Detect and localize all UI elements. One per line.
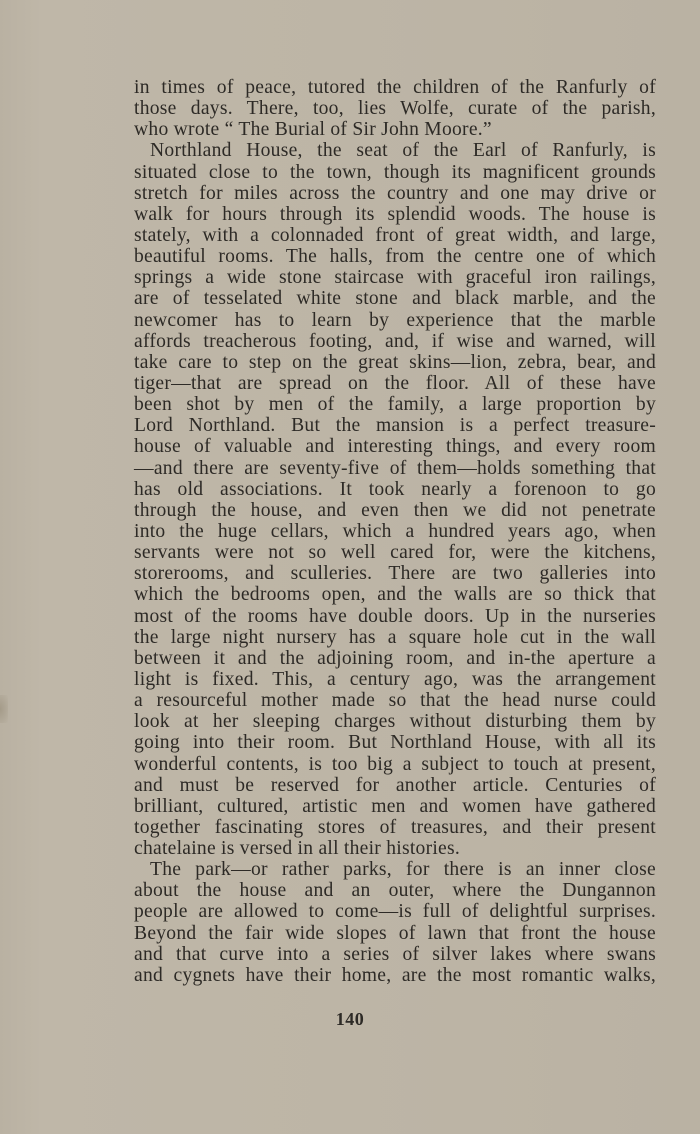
text-line: who wrote “ The Burial of Sir John Moore.” [134,119,492,141]
text-line: tiger—that are spread on the floor. All of these have [134,372,656,394]
text-line: newcomer has to learn by experience that the marble [134,309,656,331]
text-line: most of the rooms have double doors. Up in the nurseries [134,605,656,627]
text-line: the large night nursery has a square hole cut in the wall [134,626,656,648]
text-line: between it and the adjoining room, and in-the aperture a [134,647,656,669]
text-line: a resourceful mother made so that the head nurse could [134,690,656,712]
text-line: and must be reserved for another article. Centuries of [134,774,656,796]
page-number: 140 [335,1009,365,1029]
text-line: Beyond the fair wide slopes of lawn that front the house [134,922,656,944]
paragraph-2 [134,140,656,859]
text-line: light is fixed. This, a century ago, was the arrangement [134,668,656,690]
text-line: in times of peace, tutored the children of the Ranfurly of [134,77,656,98]
text-line: been shot by men of the family, a large proportion by [134,394,656,416]
text-line: affords treacherous footing, and, if wise and warned, will [134,330,656,352]
text-line: chatelaine is versed in all their histories. [134,838,461,860]
text-line: servants were not so well cared for, were the kitchens, [134,542,656,564]
text-line: wonderful contents, is too big a subject to touch at present, [134,753,656,775]
text-line: beautiful rooms. The halls, from the centre one of which [134,246,656,268]
text-line: going into their room. But Northland House, with all its [134,732,656,754]
text-line: those days. There, too, lies Wolfe, curate of the parish, [134,98,656,120]
paragraph-3 [134,859,656,986]
text-line: and that curve into a series of silver lakes where swans [134,943,656,965]
paragraph-1 [134,77,656,140]
text-line: people are allowed to come—is full of delightful surprises. [134,901,656,923]
text-line: —and there are seventy-five of them—holds something that [134,457,656,479]
text-line: and cygnets have their home, are the most romantic walks, [134,964,656,986]
text-line: The park—or rather parks, for there is an inner close [150,859,656,881]
text-line: has old associations. It took nearly a forenoon to go [134,478,656,500]
text-line: take care to step on the great skins—lion, zebra, bear, and [134,351,656,373]
text-line: are of tesselated white stone and black marble, and the [134,288,656,310]
text-line: storerooms, and sculleries. There are two galleries into [134,563,656,585]
text-line: situated close to the town, though its magnificent grounds [134,161,656,183]
text-line: stretch for miles across the country and one may drive or [134,182,656,204]
text-line: which the bedrooms open, and the walls are so thick that [134,584,656,606]
text-line: Northland House, the seat of the Earl of Ranfurly, is [150,140,656,162]
text-line: walk for hours through its splendid woods. The house is [134,203,656,225]
text-line: Lord Northland. But the mansion is a perfect treasure- [134,415,656,437]
text-line: stately, with a colonnaded front of great width, and large, [134,224,656,246]
body-text [134,77,656,986]
text-line: through the house, and even then we did not penetrate [134,499,656,521]
page-edge-mark [0,695,8,723]
text-line: look at her sleeping charges without disturbing them by [134,711,656,733]
text-line: house of valuable and interesting things, and every room [134,436,656,458]
text-line: about the house and an outer, where the Dungannon [134,880,656,902]
text-line: together fascinating stores of treasures, and their present [134,816,656,838]
text-line: into the huge cellars, which a hundred years ago, when [134,520,656,542]
text-line: springs a wide stone staircase with graceful iron railings, [134,267,656,289]
text-line: brilliant, cultured, artistic men and women have gathered [134,795,656,817]
